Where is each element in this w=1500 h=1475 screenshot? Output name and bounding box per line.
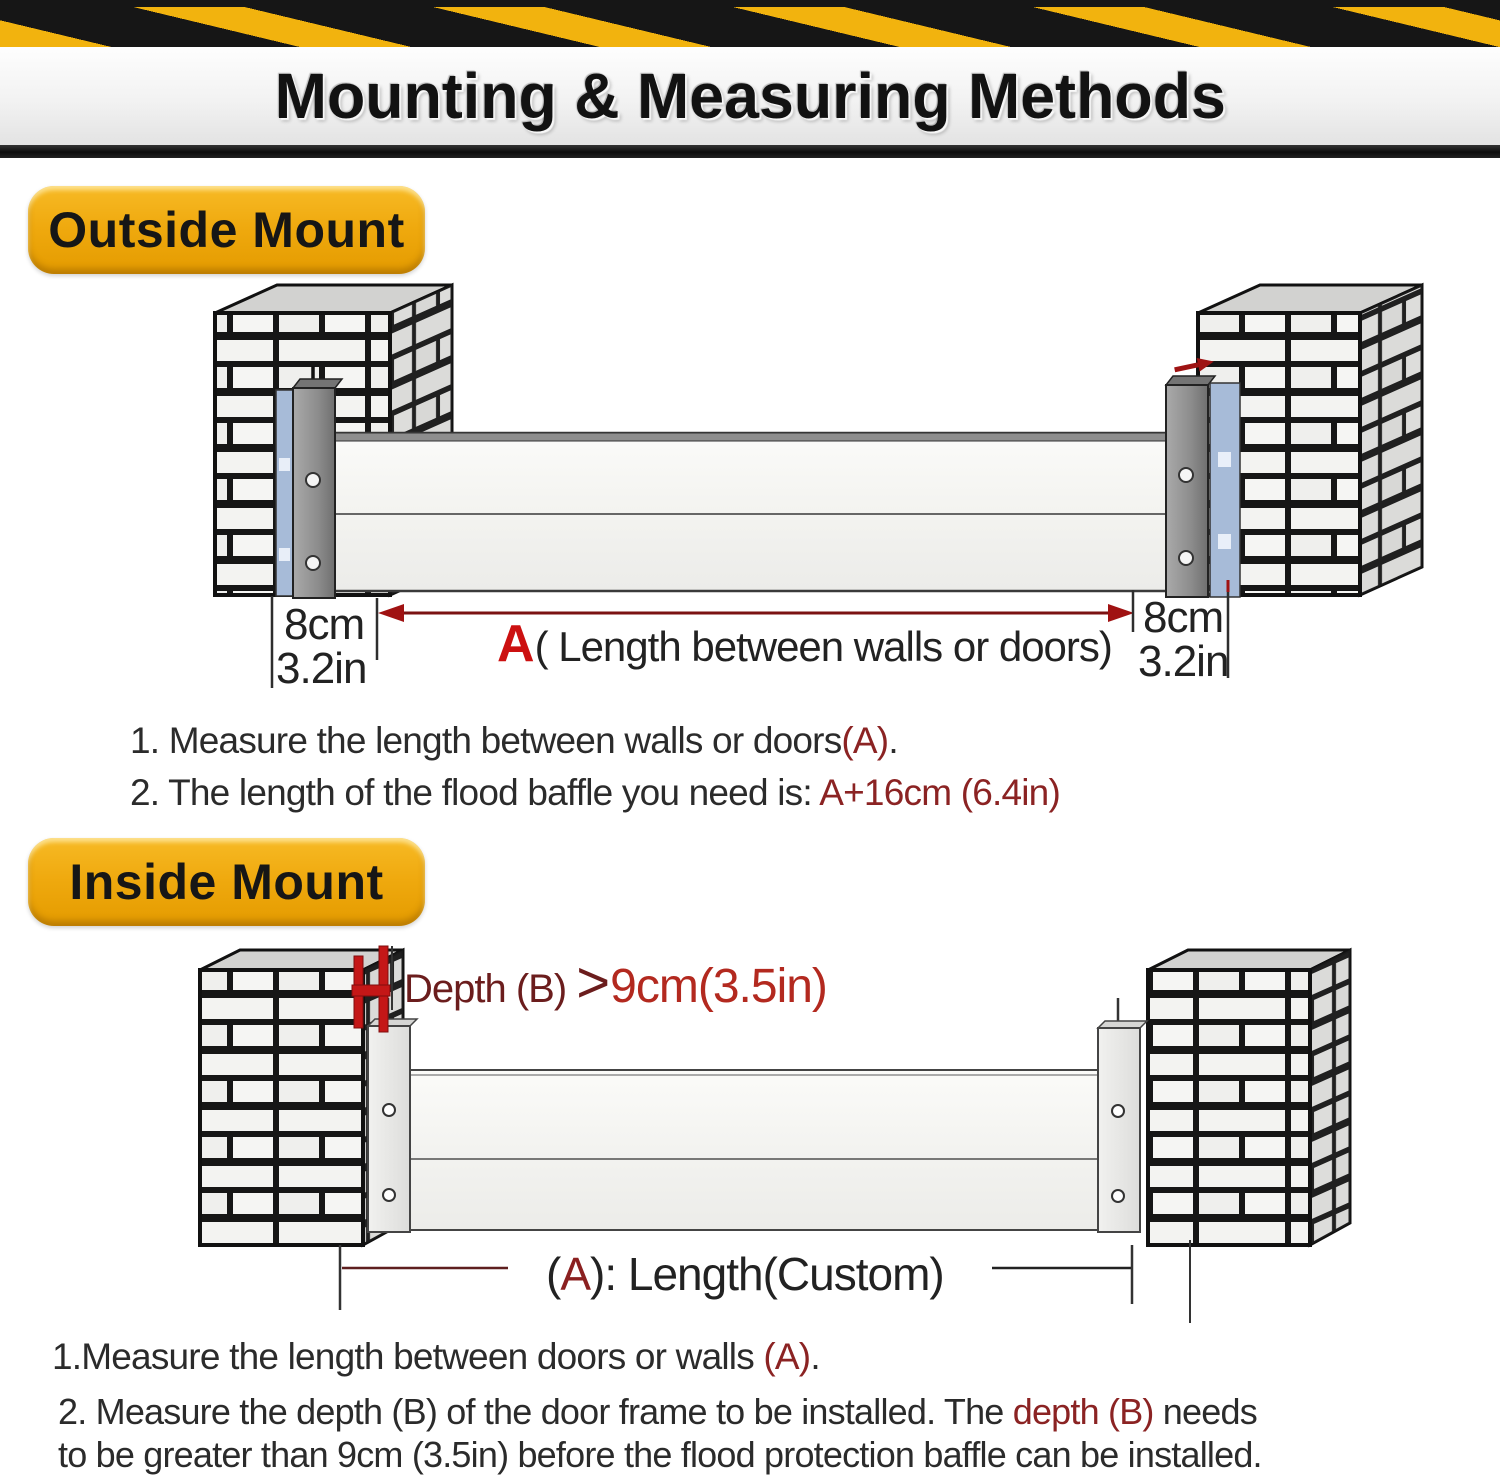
screw-hole <box>383 1104 395 1116</box>
right-offset-in-label: 3.2in <box>1138 637 1229 686</box>
inside-step-2-text: 2. Measure the depth (B) of the door frame to be installed. The <box>58 1391 1013 1432</box>
screw-hole <box>1112 1105 1124 1117</box>
screw-hole <box>306 473 320 487</box>
inside-step-2-tail: needs <box>1153 1391 1257 1432</box>
inside-right-pillar <box>1148 950 1350 1245</box>
inside-flood-barrier-panel <box>410 1070 1098 1230</box>
left-offset-in-label: 3.2in <box>276 644 367 693</box>
inside-mount-badge <box>28 838 425 926</box>
outside-mount-badge <box>28 186 425 274</box>
span-length-label <box>497 615 1112 673</box>
title-divider-bar <box>0 145 1500 158</box>
span-length-label-text: ( Length between walls or doors) <box>534 623 1112 670</box>
left-wall-seal <box>276 390 293 596</box>
inside-left-plate <box>368 998 417 1232</box>
outside-step-1-tail: . <box>888 720 898 761</box>
inside-mount-diagram <box>0 938 1500 1330</box>
inside-mount-badge-label: Inside Mount <box>69 854 384 910</box>
outside-step-1-text: 1. Measure the length between walls or doors <box>130 720 842 761</box>
inside-step-2-wrap: to be greater than 9cm (3.5in) before the flood protection baffle can be installed. <box>58 1434 1262 1475</box>
length-label-open: ( <box>546 1248 561 1300</box>
inside-step-2 <box>58 1390 1262 1475</box>
screw-hole <box>383 1189 395 1201</box>
depth-label <box>404 950 827 1015</box>
right-mount-bracket <box>1166 376 1215 597</box>
screw-hole <box>1179 551 1193 565</box>
title-band <box>0 47 1500 145</box>
outside-step-2 <box>130 772 1060 814</box>
flood-barrier-panel <box>330 433 1170 591</box>
screw-hole <box>1112 1190 1124 1202</box>
depth-value: 9cm(3.5in) <box>610 960 827 1013</box>
screw-hole <box>306 556 320 570</box>
inside-step-1-tail: . <box>810 1336 820 1377</box>
left-mount-bracket <box>293 366 342 598</box>
outside-step-2-highlight: A+16cm (6.4in) <box>819 772 1060 813</box>
outside-step-1-highlight: (A) <box>841 720 889 761</box>
outside-measurement <box>272 580 1228 693</box>
inside-step-1-highlight: (A) <box>763 1336 811 1377</box>
outside-step-1 <box>130 720 898 762</box>
inside-measurement <box>340 1240 1190 1323</box>
arrow-head-left <box>378 604 404 622</box>
hazard-stripe-banner <box>0 0 1500 47</box>
arrow-head-right <box>1108 604 1134 622</box>
depth-gt-sign: > <box>576 950 611 1015</box>
inside-length-label <box>546 1248 944 1300</box>
outside-step-2-text: 2. The length of the flood baffle you need is: <box>130 772 820 813</box>
outside-mount-badge-label: Outside Mount <box>48 202 405 258</box>
right-offset-cm-label: 8cm <box>1143 593 1224 642</box>
inside-step-2-highlight: depth (B) <box>1012 1391 1154 1432</box>
screw-hole <box>1179 468 1193 482</box>
left-offset-cm-label: 8cm <box>284 600 365 649</box>
span-length-label-a: A <box>497 615 535 673</box>
length-label-a: A <box>560 1248 591 1300</box>
page-title: Mounting & Measuring Methods <box>274 60 1226 132</box>
inside-right-plate <box>1098 998 1147 1232</box>
depth-label-text: Depth (B) <box>404 967 577 1011</box>
length-label-rest: ): Length(Custom) <box>590 1248 944 1300</box>
inside-step-1-text: 1.Measure the length between doors or walls <box>52 1336 764 1377</box>
inside-step-1 <box>52 1336 820 1378</box>
right-wall-seal <box>1210 383 1240 597</box>
outside-mount-diagram <box>0 280 1500 710</box>
